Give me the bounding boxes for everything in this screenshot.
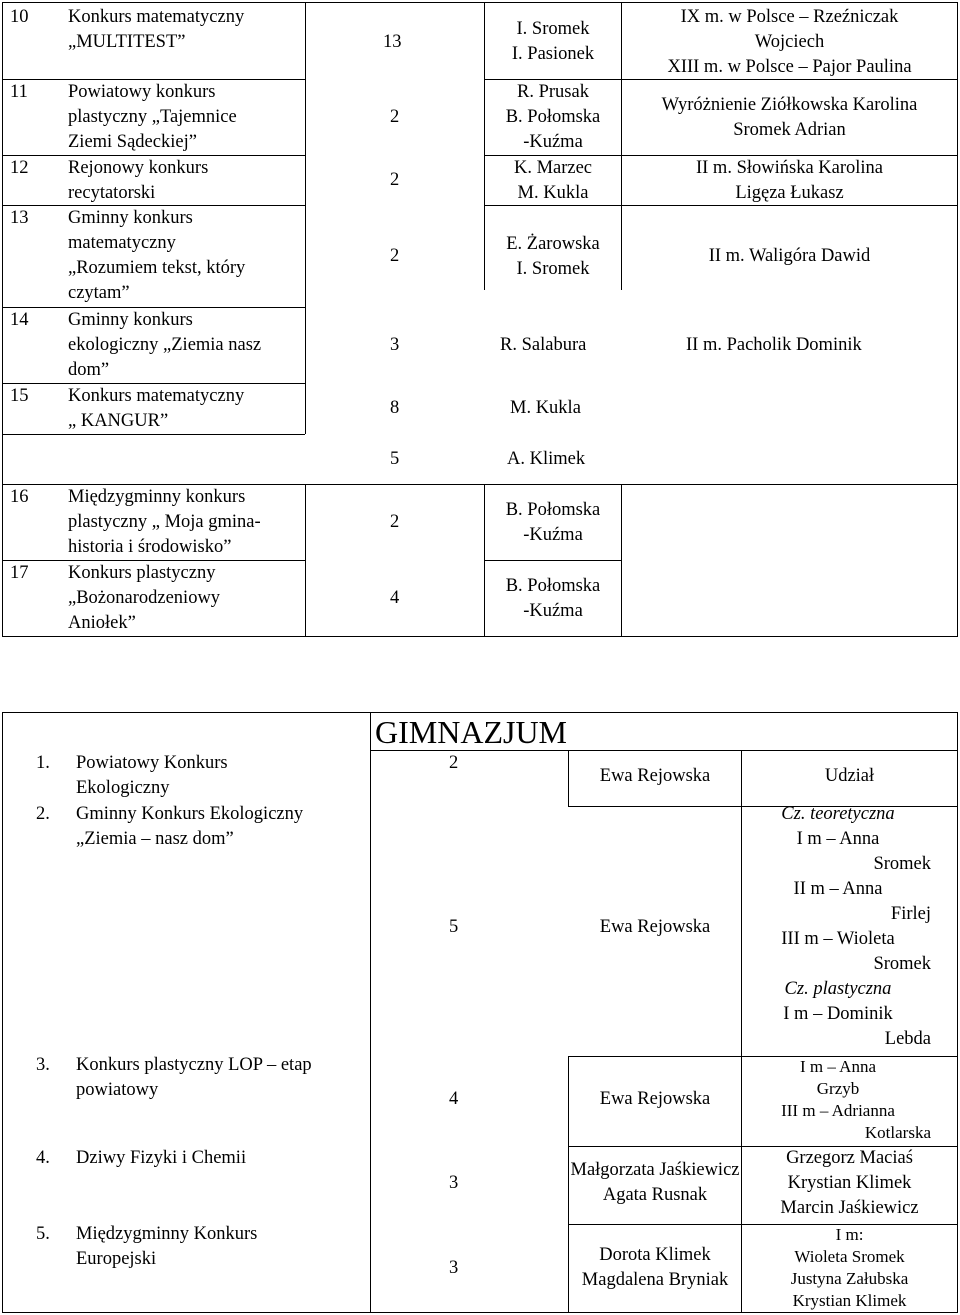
teacher: Ewa Rejowska — [599, 917, 711, 937]
row-number: 5. — [36, 1224, 50, 1244]
row-number: 3. — [36, 1055, 50, 1075]
result: I m: Wioleta Sromek Justyna Załubska Krystian Klimek — [790, 1225, 909, 1310]
participant-count: 5 — [390, 449, 400, 469]
contest-name: Powiatowy konkurs plastyczny „Tajemnice Ziemi Sądeckiej” — [68, 82, 237, 152]
teacher: I. Sromek I. Pasionek — [511, 19, 595, 64]
result: I m – Anna Grzyb III m – Adrianna Kotlarska — [781, 1057, 931, 1142]
teacher: Dorota Klimek Magdalena Bryniak — [581, 1245, 729, 1290]
row-number: 14 — [10, 310, 29, 330]
row-number: 11 — [10, 82, 28, 102]
teacher: R. Prusak B. Połomska -Kuźma — [505, 82, 601, 152]
row-number: 1. — [36, 753, 50, 773]
contest-name: Międzygminny konkurs plastyczny „ Moja gmina- historia i środowisko” — [68, 487, 261, 557]
teacher: Ewa Rejowska — [599, 766, 711, 786]
row-number: 13 — [10, 208, 29, 228]
contest-name: Powiatowy Konkurs Ekologiczny — [76, 753, 228, 798]
teacher: K. Marzec M. Kukla — [513, 158, 593, 203]
participant-count: 2 — [390, 170, 400, 190]
contest-name: Konkurs plastyczny LOP – etap powiatowy — [76, 1055, 312, 1100]
result: Wyróżnienie Ziółkowska Karolina Sromek Adrian — [661, 95, 918, 140]
result: Cz. teoretyczna I m – Anna Sromek II m – Anna Firlej III m – Wioleta Sromek Cz. plastyczna I m – Dominik Lebda — [781, 804, 931, 1049]
row-number: 12 — [10, 158, 29, 178]
contest-name: Dziwy Fizyki i Chemii — [76, 1148, 247, 1168]
contest-name: Konkurs matematyczny „MULTITEST” — [68, 7, 245, 52]
row-number: 17 — [10, 563, 29, 583]
row-number: 10 — [10, 7, 29, 27]
teacher: Małgorzata Jaśkiewicz Agata Rusnak — [570, 1160, 740, 1205]
participant-count: 2 — [449, 753, 459, 773]
row-number: 2. — [36, 804, 50, 824]
teacher: E. Żarowska I. Sromek — [506, 234, 600, 279]
participant-count: 2 — [390, 107, 400, 127]
participant-count: 3 — [449, 1173, 459, 1193]
result: Udział — [824, 766, 875, 786]
contest-name: Konkurs matematyczny „ KANGUR” — [68, 386, 245, 431]
teacher: Ewa Rejowska — [599, 1089, 711, 1109]
contest-name: Rejonowy konkurs recytatorski — [68, 158, 209, 203]
participant-count: 2 — [390, 512, 400, 532]
result: II m. Waligóra Dawid — [708, 246, 871, 266]
teacher: M. Kukla — [510, 398, 581, 418]
teacher: R. Salabura — [500, 335, 587, 355]
contest-name: Gminny konkurs ekologiczny „Ziemia nasz dom” — [68, 310, 262, 380]
participant-count: 4 — [390, 588, 400, 608]
row-number: 16 — [10, 487, 29, 507]
contest-name: Gminny Konkurs Ekologiczny „Ziemia – nasz dom” — [76, 804, 304, 849]
result: IX m. w Polsce – Rzeźniczak Wojciech XIII m. w Polsce – Pajor Paulina — [667, 7, 912, 77]
teacher: B. Połomska -Kuźma — [505, 500, 601, 545]
contest-name: Międzygminny Konkurs Europejski — [76, 1224, 258, 1269]
section-title: GIMNAZJUM — [375, 714, 567, 750]
participant-count: 3 — [449, 1258, 459, 1278]
result: Grzegorz Maciaś Krystian Klimek Marcin Jaśkiewicz — [780, 1148, 919, 1218]
teacher: A. Klimek — [507, 449, 586, 469]
participant-count: 13 — [383, 32, 402, 52]
contest-name: Konkurs plastyczny „Bożonarodzeniowy Aniołek” — [68, 563, 221, 633]
participant-count: 3 — [390, 335, 400, 355]
participant-count: 5 — [449, 917, 459, 937]
result: II m. Pacholik Dominik — [686, 335, 862, 355]
participant-count: 4 — [449, 1089, 459, 1109]
participant-count: 8 — [390, 398, 400, 418]
row-number: 15 — [10, 386, 29, 406]
result: II m. Słowińska Karolina Ligęza Łukasz — [695, 158, 884, 203]
contest-name: Gminny konkurs matematyczny „Rozumiem tekst, który czytam” — [68, 208, 246, 303]
participant-count: 2 — [390, 246, 400, 266]
row-number: 4. — [36, 1148, 50, 1168]
teacher: B. Połomska -Kuźma — [505, 576, 601, 621]
